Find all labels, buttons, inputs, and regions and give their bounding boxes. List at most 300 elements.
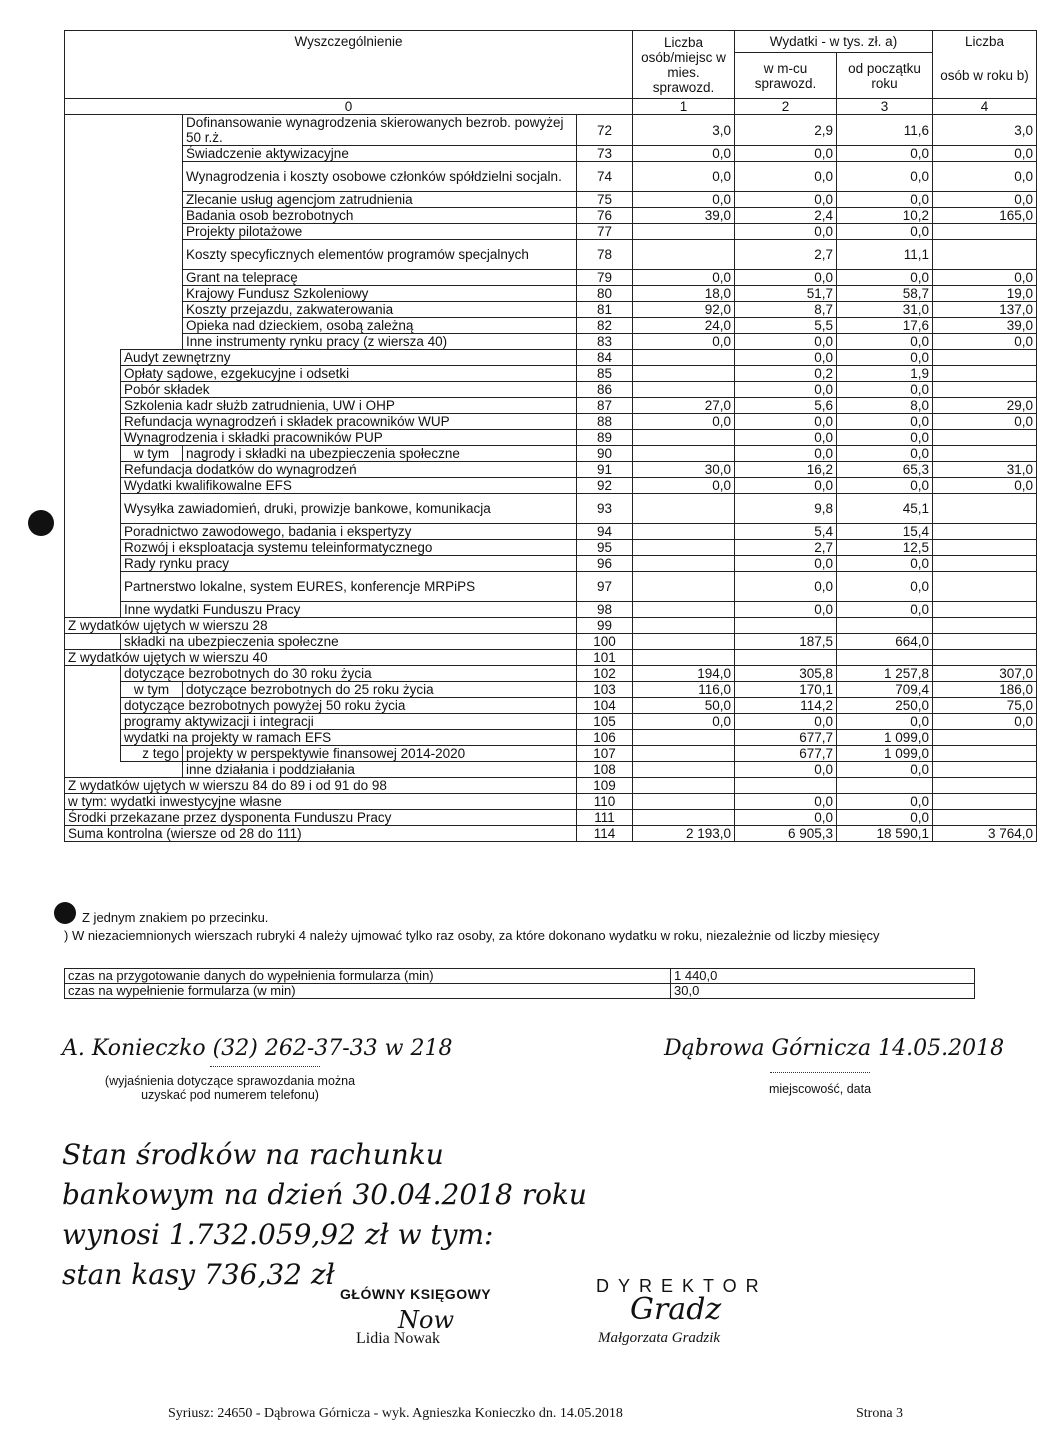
cell-osob-w-roku (933, 746, 1037, 762)
col-number-4: 4 (933, 99, 1037, 115)
cell-liczba-osob (633, 810, 735, 826)
footnote-b: ) W niezaciemnionych wierszach rubryki 4 należy ujmować tylko raz osoby, za które dokonano wydatku w roku, niezależnie od liczby miesięcy (64, 928, 880, 943)
cell-od-poczatku: 0,0 (837, 414, 933, 430)
cell-liczba-osob (633, 618, 735, 634)
place-caption: miejscowość, data (768, 1082, 872, 1096)
table-row (65, 478, 1037, 494)
table-row (65, 430, 1037, 446)
indent-cell (65, 302, 183, 318)
row-code: 108 (577, 762, 633, 778)
cell-od-poczatku: 1 099,0 (837, 746, 933, 762)
cell-osob-w-roku (933, 446, 1037, 462)
accountant-name: Lidia Nowak (356, 1330, 440, 1347)
cell-od-poczatku: 0,0 (837, 810, 933, 826)
cell-osob-w-roku (933, 524, 1037, 540)
cell-od-poczatku: 17,6 (837, 318, 933, 334)
cell-w-mcu: 170,1 (735, 682, 837, 698)
cell-w-mcu (735, 650, 837, 666)
row-label: Krajowy Fundusz Szkoleniowy (183, 286, 577, 302)
cell-osob-w-roku: 39,0 (933, 318, 1037, 334)
cell-od-poczatku: 1 257,8 (837, 666, 933, 682)
cell-osob-w-roku (933, 540, 1037, 556)
fill-time-label: czas na wypełnienie formularza (w min) (65, 984, 671, 999)
cell-od-poczatku: 15,4 (837, 524, 933, 540)
table-row (65, 650, 1037, 666)
indent-cell (65, 666, 121, 682)
footnote-a: Z jednym znakiem po przecinku. (82, 910, 269, 925)
cell-liczba-osob: 0,0 (633, 714, 735, 730)
col-number-3: 3 (837, 99, 933, 115)
cell-osob-w-roku (933, 430, 1037, 446)
table-row (65, 366, 1037, 382)
indent-cell (65, 192, 183, 208)
row-code: 94 (577, 524, 633, 540)
cell-osob-w-roku (933, 366, 1037, 382)
cell-od-poczatku: 0,0 (837, 430, 933, 446)
cell-osob-w-roku: 0,0 (933, 334, 1037, 350)
header-liczba-osob-roku: osób w roku b) (933, 53, 1037, 99)
cell-od-poczatku: 250,0 (837, 698, 933, 714)
cell-osob-w-roku: 0,0 (933, 270, 1037, 286)
row-code: 76 (577, 208, 633, 224)
cell-w-mcu: 677,7 (735, 730, 837, 746)
cell-w-mcu: 2,9 (735, 115, 837, 146)
table-row (65, 414, 1037, 430)
cell-liczba-osob: 30,0 (633, 462, 735, 478)
row-label: Wynagrodzenia i koszty osobowe członków spółdzielni socjaln. (183, 162, 577, 192)
cell-liczba-osob (633, 572, 735, 602)
row-code: 91 (577, 462, 633, 478)
indent-cell (65, 556, 121, 572)
punch-hole-icon (28, 510, 54, 536)
row-label: dotyczące bezrobotnych powyżej 50 roku życia (121, 698, 577, 714)
row-code: 92 (577, 478, 633, 494)
cell-od-poczatku: 0,0 (837, 794, 933, 810)
indent-cell (65, 446, 121, 462)
cell-liczba-osob (633, 746, 735, 762)
row-label: Poradnictwo zawodowego, badania i ekspertyzy (121, 524, 577, 540)
row-code: 74 (577, 162, 633, 192)
cell-liczba-osob: 0,0 (633, 478, 735, 494)
cell-w-mcu: 2,7 (735, 540, 837, 556)
cell-w-mcu (735, 618, 837, 634)
cell-od-poczatku: 58,7 (837, 286, 933, 302)
cell-od-poczatku (837, 778, 933, 794)
header-liczba-top: Liczba (933, 31, 1037, 53)
cell-liczba-osob (633, 494, 735, 524)
row-code: 99 (577, 618, 633, 634)
row-label: dotyczące bezrobotnych do 25 roku życia (183, 682, 577, 698)
note-line-2: bankowym na dzień 30.04.2018 roku (62, 1178, 587, 1211)
row-code: 86 (577, 382, 633, 398)
cell-osob-w-roku: 0,0 (933, 146, 1037, 162)
row-label: Z wydatków ujętych w wierszu 28 (65, 618, 577, 634)
cell-w-mcu: 0,0 (735, 794, 837, 810)
row-label: składki na ubezpieczenia społeczne (121, 634, 577, 650)
row-code: 103 (577, 682, 633, 698)
row-code: 77 (577, 224, 633, 240)
cell-w-mcu: 5,4 (735, 524, 837, 540)
cell-liczba-osob: 0,0 (633, 192, 735, 208)
director-title: DYREKTOR (596, 1276, 768, 1296)
row-label: wydatki na projekty w ramach EFS (121, 730, 577, 746)
note-line-3: wynosi 1.732.059,92 zł w tym: (62, 1218, 494, 1251)
cell-osob-w-roku (933, 810, 1037, 826)
cell-od-poczatku: 12,5 (837, 540, 933, 556)
table-row (65, 224, 1037, 240)
cell-w-mcu: 0,0 (735, 414, 837, 430)
cell-w-mcu: 6 905,3 (735, 826, 837, 842)
cell-w-mcu: 0,0 (735, 762, 837, 778)
row-code: 81 (577, 302, 633, 318)
cell-liczba-osob (633, 634, 735, 650)
cell-osob-w-roku: 3 764,0 (933, 826, 1037, 842)
row-code: 78 (577, 240, 633, 270)
cell-osob-w-roku: 0,0 (933, 478, 1037, 494)
row-label: inne działania i poddziałania (183, 762, 577, 778)
cell-od-poczatku (837, 618, 933, 634)
row-code: 104 (577, 698, 633, 714)
row-code: 79 (577, 270, 633, 286)
indent-cell (65, 398, 121, 414)
row-code: 106 (577, 730, 633, 746)
cell-osob-w-roku: 29,0 (933, 398, 1037, 414)
table-row (65, 826, 1037, 842)
cell-liczba-osob (633, 650, 735, 666)
cell-w-mcu: 2,4 (735, 208, 837, 224)
cell-w-mcu: 187,5 (735, 634, 837, 650)
cell-od-poczatku: 0,0 (837, 350, 933, 366)
row-label: Z wydatków ujętych w wierszu 84 do 89 i od 91 do 98 (65, 778, 577, 794)
row-label: Koszty przejazdu, zakwaterowania (183, 302, 577, 318)
table-row (65, 208, 1037, 224)
cell-w-mcu: 0,0 (735, 382, 837, 398)
cell-od-poczatku: 11,6 (837, 115, 933, 146)
cell-liczba-osob (633, 540, 735, 556)
cell-od-poczatku: 11,1 (837, 240, 933, 270)
footer-page: Strona 3 (856, 1406, 904, 1421)
cell-liczba-osob: 92,0 (633, 302, 735, 318)
row-label: Partnerstwo lokalne, system EURES, konferencje MRPiPS (121, 572, 577, 602)
cell-osob-w-roku: 3,0 (933, 115, 1037, 146)
cell-liczba-osob (633, 240, 735, 270)
row-label: Koszty specyficznych elementów programów specjalnych (183, 240, 577, 270)
cell-osob-w-roku (933, 350, 1037, 366)
place-date-handwritten: Dąbrowa Górnicza 14.05.2018 (664, 1036, 1005, 1061)
row-code: 111 (577, 810, 633, 826)
cell-w-mcu: 0,0 (735, 430, 837, 446)
cell-od-poczatku: 0,0 (837, 334, 933, 350)
indent-cell (65, 462, 121, 478)
cell-liczba-osob (633, 762, 735, 778)
cell-od-poczatku (837, 650, 933, 666)
cell-w-mcu: 677,7 (735, 746, 837, 762)
indent-cell (65, 430, 121, 446)
expenses-table (64, 30, 1037, 842)
indent-cell (65, 478, 121, 494)
row-code: 101 (577, 650, 633, 666)
row-code: 85 (577, 366, 633, 382)
table-row (65, 270, 1037, 286)
row-label: Świadczenie aktywizacyjne (183, 146, 577, 162)
cell-osob-w-roku (933, 572, 1037, 602)
cell-w-mcu: 0,0 (735, 714, 837, 730)
cell-w-mcu: 2,7 (735, 240, 837, 270)
row-code: 110 (577, 794, 633, 810)
row-label: Opieka nad dzieckiem, osobą zależną (183, 318, 577, 334)
table-row (65, 810, 1037, 826)
row-code: 82 (577, 318, 633, 334)
cell-od-poczatku: 0,0 (837, 382, 933, 398)
row-label: Refundacja dodatków do wynagrodzeń (121, 462, 577, 478)
header-od-poczatku: od początku roku (837, 53, 933, 99)
table-row (65, 240, 1037, 270)
header-w-mcu: w m-cu sprawozd. (735, 53, 837, 99)
cell-osob-w-roku (933, 382, 1037, 398)
row-code: 105 (577, 714, 633, 730)
table-row (65, 746, 1037, 762)
cell-od-poczatku: 0,0 (837, 162, 933, 192)
indent-cell (65, 350, 121, 366)
table-row (65, 350, 1037, 366)
row-label: Badania osob bezrobotnych (183, 208, 577, 224)
table-row (65, 286, 1037, 302)
row-label: nagrody i składki na ubezpieczenia społeczne (183, 446, 577, 462)
table-row (65, 494, 1037, 524)
cell-liczba-osob (633, 350, 735, 366)
header-blank (65, 53, 633, 99)
cell-liczba-osob (633, 730, 735, 746)
cell-od-poczatku: 709,4 (837, 682, 933, 698)
row-code: 100 (577, 634, 633, 650)
cell-liczba-osob (633, 382, 735, 398)
cell-liczba-osob: 24,0 (633, 318, 735, 334)
footer-left: Syriusz: 24650 - Dąbrowa Górnicza - wyk. Agnieszka Konieczko dn. 14.05.2018 (168, 1406, 623, 1421)
row-label: Rady rynku pracy (121, 556, 577, 572)
prep-time-value: 1 440,0 (671, 969, 975, 984)
indent-cell (65, 524, 121, 540)
row-code: 83 (577, 334, 633, 350)
cell-liczba-osob: 0,0 (633, 162, 735, 192)
cell-od-poczatku: 0,0 (837, 270, 933, 286)
row-code: 84 (577, 350, 633, 366)
cell-osob-w-roku (933, 602, 1037, 618)
row-label: projekty w perspektywie finansowej 2014-2020 (183, 746, 577, 762)
row-label: programy aktywizacji i integracji (121, 714, 577, 730)
cell-w-mcu: 0,0 (735, 146, 837, 162)
col-number-0: 0 (65, 99, 633, 115)
cell-od-poczatku: 31,0 (837, 302, 933, 318)
cell-w-mcu: 51,7 (735, 286, 837, 302)
note-line-4: stan kasy 736,32 zł (62, 1258, 335, 1291)
cell-osob-w-roku (933, 634, 1037, 650)
cell-osob-w-roku: 0,0 (933, 192, 1037, 208)
indent-cell (65, 334, 183, 350)
cell-w-mcu: 0,2 (735, 366, 837, 382)
cell-od-poczatku: 1,9 (837, 366, 933, 382)
cell-od-poczatku: 0,0 (837, 762, 933, 778)
row-prefix: z tego (121, 746, 183, 762)
cell-od-poczatku: 0,0 (837, 572, 933, 602)
note-line-1: Stan środków na rachunku (62, 1138, 444, 1171)
table-row (65, 398, 1037, 414)
row-code: 93 (577, 494, 633, 524)
cell-liczba-osob: 18,0 (633, 286, 735, 302)
cell-liczba-osob: 2 193,0 (633, 826, 735, 842)
row-label: Inne instrumenty rynku pracy (z wiersza 40) (183, 334, 577, 350)
table-row (65, 524, 1037, 540)
row-code: 89 (577, 430, 633, 446)
cell-liczba-osob: 0,0 (633, 146, 735, 162)
row-label: Zlecanie usług agencjom zatrudnienia (183, 192, 577, 208)
table-row (65, 462, 1037, 478)
cell-osob-w-roku: 31,0 (933, 462, 1037, 478)
cell-w-mcu: 114,2 (735, 698, 837, 714)
cell-od-poczatku: 0,0 (837, 224, 933, 240)
cell-osob-w-roku: 307,0 (933, 666, 1037, 682)
punch-hole-icon (54, 902, 76, 924)
indent-cell (65, 286, 183, 302)
cell-osob-w-roku (933, 794, 1037, 810)
row-label: Szkolenia kadr służb zatrudnienia, UW i OHP (121, 398, 577, 414)
cell-osob-w-roku (933, 556, 1037, 572)
cell-w-mcu: 0,0 (735, 162, 837, 192)
cell-liczba-osob: 27,0 (633, 398, 735, 414)
row-label: Dofinansowanie wynagrodzenia skierowanych bezrob. powyżej 50 r.ż. (183, 115, 577, 146)
row-code: 88 (577, 414, 633, 430)
cell-w-mcu: 8,7 (735, 302, 837, 318)
cell-od-poczatku: 664,0 (837, 634, 933, 650)
cell-od-poczatku: 0,0 (837, 556, 933, 572)
cell-liczba-osob: 116,0 (633, 682, 735, 698)
row-label: Wysyłka zawiadomień, druki, prowizje bankowe, komunikacja (121, 494, 577, 524)
cell-w-mcu: 0,0 (735, 192, 837, 208)
cell-od-poczatku: 0,0 (837, 192, 933, 208)
cell-w-mcu: 16,2 (735, 462, 837, 478)
cell-w-mcu: 305,8 (735, 666, 837, 682)
time-table (64, 968, 975, 999)
cell-liczba-osob: 39,0 (633, 208, 735, 224)
cell-w-mcu: 5,5 (735, 318, 837, 334)
row-label: w tym: wydatki inwestycyjne własne (65, 794, 577, 810)
cell-osob-w-roku: 0,0 (933, 162, 1037, 192)
cell-liczba-osob: 194,0 (633, 666, 735, 682)
row-prefix: w tym (121, 682, 183, 698)
cell-osob-w-roku (933, 762, 1037, 778)
indent-cell (65, 572, 121, 602)
table-row (65, 446, 1037, 462)
cell-osob-w-roku (933, 240, 1037, 270)
table-row (65, 618, 1037, 634)
cell-w-mcu: 5,6 (735, 398, 837, 414)
cell-liczba-osob (633, 366, 735, 382)
table-row (65, 302, 1037, 318)
row-code: 102 (577, 666, 633, 682)
director-signature: Gradz (630, 1292, 722, 1327)
cell-osob-w-roku: 0,0 (933, 714, 1037, 730)
indent-cell (65, 414, 121, 430)
table-row (65, 192, 1037, 208)
table-row (65, 382, 1037, 398)
cell-od-poczatku: 0,0 (837, 602, 933, 618)
place-dotted-line (770, 1072, 870, 1073)
contact-dotted-line (210, 1066, 320, 1067)
row-code: 96 (577, 556, 633, 572)
table-row (65, 115, 1037, 146)
row-label: Inne wydatki Funduszu Pracy (121, 602, 577, 618)
row-label: Pobór składek (121, 382, 577, 398)
table-row (65, 146, 1037, 162)
table-row (65, 634, 1037, 650)
row-label: Środki przekazane przez dysponenta Funduszu Pracy (65, 810, 577, 826)
cell-od-poczatku: 10,2 (837, 208, 933, 224)
cell-liczba-osob (633, 446, 735, 462)
header-wydatki: Wydatki - w tys. zł. a) (735, 31, 933, 53)
cell-od-poczatku: 0,0 (837, 146, 933, 162)
row-code: 95 (577, 540, 633, 556)
indent-cell (65, 698, 121, 714)
cell-w-mcu: 0,0 (735, 478, 837, 494)
cell-w-mcu: 0,0 (735, 350, 837, 366)
row-label: dotyczące bezrobotnych do 30 roku życia (121, 666, 577, 682)
indent-cell (65, 224, 183, 240)
cell-w-mcu: 0,0 (735, 556, 837, 572)
header-row-2 (65, 53, 1037, 99)
row-code: 97 (577, 572, 633, 602)
indent-cell (65, 146, 183, 162)
row-label: Audyt zewnętrzny (121, 350, 577, 366)
col-number-1: 1 (633, 99, 735, 115)
cell-osob-w-roku (933, 494, 1037, 524)
cell-osob-w-roku: 137,0 (933, 302, 1037, 318)
accountant-signature: Now (398, 1306, 454, 1334)
header-row-1 (65, 31, 1037, 53)
indent-cell (65, 762, 183, 778)
cell-osob-w-roku (933, 778, 1037, 794)
cell-liczba-osob: 0,0 (633, 414, 735, 430)
table-row (65, 762, 1037, 778)
indent-cell (65, 318, 183, 334)
indent-cell (65, 240, 183, 270)
cell-liczba-osob (633, 556, 735, 572)
indent-cell (65, 162, 183, 192)
indent-cell (65, 366, 121, 382)
cell-od-poczatku: 45,1 (837, 494, 933, 524)
table-row (65, 730, 1037, 746)
prep-time-label: czas na przygotowanie danych do wypełnienia formularza (min) (65, 969, 671, 984)
cell-w-mcu (735, 778, 837, 794)
row-code: 73 (577, 146, 633, 162)
cell-liczba-osob (633, 602, 735, 618)
cell-osob-w-roku (933, 224, 1037, 240)
indent-cell (65, 746, 121, 762)
row-label: Wynagrodzenia i składki pracowników PUP (121, 430, 577, 446)
cell-od-poczatku: 0,0 (837, 714, 933, 730)
header-liczba-osob-miejsc: Liczba osób/miejsc w mies. sprawozd. (633, 31, 735, 99)
fill-time-value: 30,0 (671, 984, 975, 999)
indent-cell (65, 540, 121, 556)
row-code: 90 (577, 446, 633, 462)
header-wyszczegolnienie: Wyszczególnienie (65, 31, 633, 53)
cell-osob-w-roku (933, 730, 1037, 746)
indent-cell (65, 494, 121, 524)
contact-handwritten: A. Konieczko (32) 262-37-33 w 218 (62, 1036, 453, 1061)
indent-cell (65, 682, 121, 698)
cell-w-mcu: 0,0 (735, 270, 837, 286)
cell-od-poczatku: 1 099,0 (837, 730, 933, 746)
table-row (65, 540, 1037, 556)
director-name: Małgorzata Gradzik (598, 1330, 721, 1346)
